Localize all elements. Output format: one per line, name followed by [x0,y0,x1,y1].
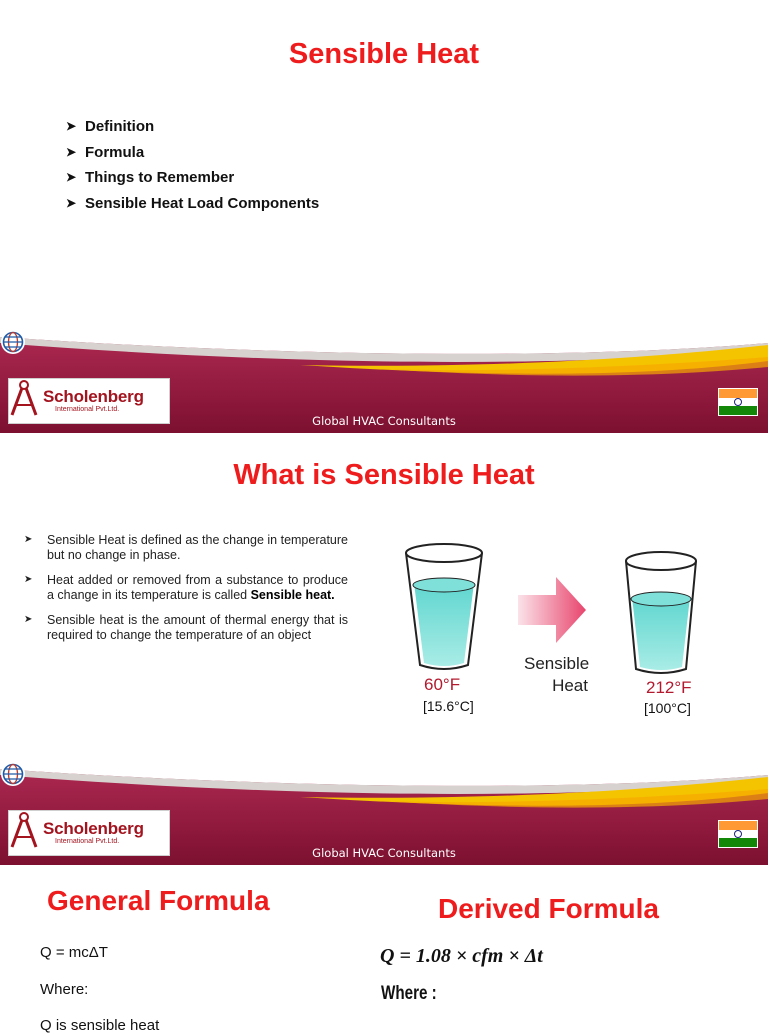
hot-beaker [626,552,696,673]
derived-where-label: Where : [381,983,437,1004]
arrow-bullet-icon: ➤ [24,574,33,585]
arrow-bullet-icon: ➤ [66,195,77,210]
arrow-bullet-icon: ➤ [66,144,77,159]
footer-tagline: Global HVAC Consultants [312,414,456,428]
general-q-definition: Q is sensible heat [40,1017,160,1034]
hot-temp-f: 212°F [646,678,692,697]
slide-what-is-sensible-heat [0,433,768,865]
slide-title: Sensible Heat [288,38,480,70]
definition-list [24,533,348,653]
footer-tagline: Global HVAC Consultants [312,846,456,860]
sensible-heat-illustration [396,535,706,730]
cold-beaker [406,544,482,669]
list-item: ➤ Sensible heat is the amount of thermal energy that is required to change the temperature of an object [24,613,348,642]
globe-icon [0,761,26,787]
list-item: ➤ Things to Remember [66,165,319,191]
general-formula: Q = mcΔT [40,944,108,961]
slide-formula [0,865,768,1034]
india-flag-icon [718,820,758,848]
hot-temp-c: [100°C] [644,700,691,716]
list-item: ➤ Sensible Heat Load Components [66,191,319,217]
compass-logo-icon [9,379,39,417]
arrow-bullet-icon: ➤ [66,170,77,184]
compass-logo-icon [9,811,39,849]
slide-title: What is Sensible Heat [233,459,535,491]
globe-icon [0,329,26,355]
slide-agenda [0,0,768,433]
india-flag-icon [718,388,758,416]
agenda-list [66,114,319,216]
cold-temp-f: 60°F [424,675,461,694]
list-item: ➤ Sensible Heat is defined as the change in temperature but no change in phase. [24,533,348,562]
company-logo: Scholenberg International Pvt.Ltd. [8,810,170,856]
slide-footer [0,761,768,865]
company-logo: Scholenberg International Pvt.Ltd. [8,378,170,424]
list-item: ➤ Definition [66,114,319,140]
slide-footer [0,329,768,433]
arrow-label: Sensible Heat [524,654,590,695]
list-item: ➤ Formula [66,140,319,166]
cold-temp-c: [15.6°C] [423,698,474,714]
general-formula-title: General Formula [47,885,270,916]
arrow-bullet-icon: ➤ [24,614,33,625]
derived-formula-title: Derived Formula [438,893,659,924]
arrow-bullet-icon: ➤ [24,534,33,545]
general-where-label: Where: [40,981,89,998]
arrow-bullet-icon: ➤ [66,119,77,133]
derived-formula: Q = 1.08 × cfm × Δt [380,945,543,967]
list-item: ➤ Heat added or removed from a substance to produce a change in its temperature is called Sensible heat. [24,573,348,602]
heat-arrow-icon [518,577,586,643]
